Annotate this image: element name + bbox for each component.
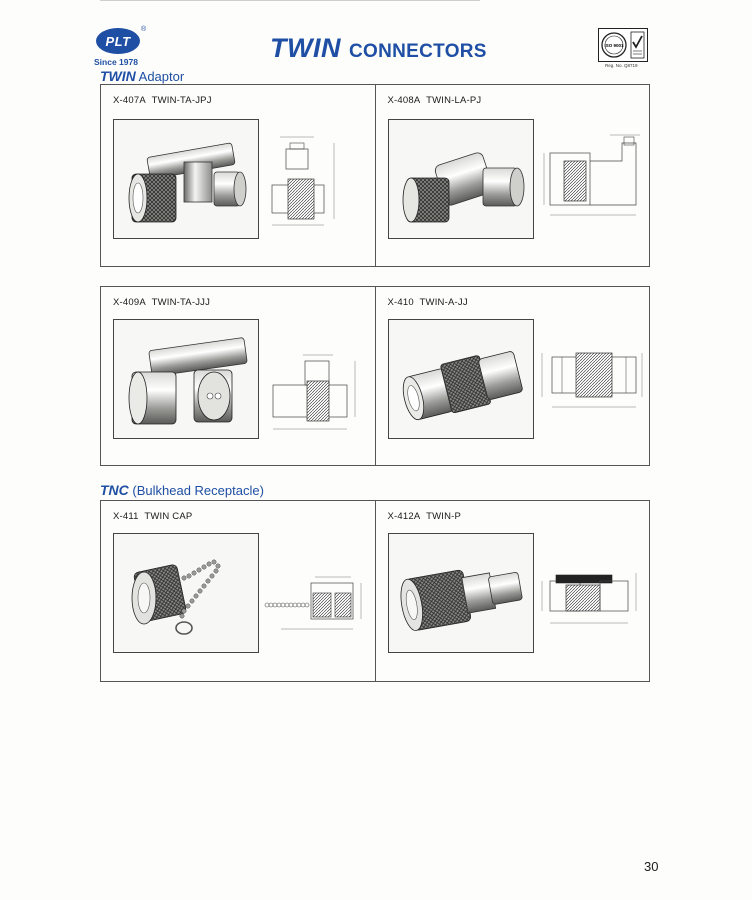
section-rest: (Bulkhead Receptacle) <box>128 483 264 498</box>
section-rest: Adaptor <box>135 69 185 84</box>
product-row-1 <box>100 84 650 267</box>
top-rule <box>100 0 480 1</box>
iso-cert-logo <box>598 28 648 62</box>
product-card-x412a <box>375 501 650 681</box>
product-row-2 <box>100 286 650 466</box>
product-photo-twin-plug <box>388 533 534 653</box>
product-row-3 <box>100 500 650 682</box>
product-label: X-408A TWIN-LA-PJ <box>387 95 482 106</box>
product-label: X-407A TWIN-TA-JPJ <box>113 95 212 106</box>
section-brand: TNC <box>100 482 129 498</box>
product-label: X-410 TWIN-A-JJ <box>387 297 468 308</box>
cert-reg-no: Reg. No. Q8719 <box>605 63 638 68</box>
registered-mark: ® <box>141 26 147 33</box>
product-label: X-409A TWIN-TA-JJJ <box>113 297 211 308</box>
dimension-drawing <box>261 573 371 635</box>
since-text: Since 1978 <box>94 57 138 67</box>
dimension-drawing <box>268 133 368 233</box>
dimension-drawing <box>536 567 646 637</box>
dimension-drawing <box>540 133 646 223</box>
dimension-drawing <box>267 351 367 441</box>
product-photo-tee-jack <box>113 319 259 439</box>
product-card-x411 <box>101 501 375 681</box>
product-label: X-411 TWIN CAP <box>113 511 193 522</box>
product-photo-jack-jack-adapter <box>388 319 534 439</box>
section-brand: TWIN <box>100 68 136 84</box>
plt-logo <box>94 26 148 70</box>
cert-text: ISO 9001 <box>604 43 624 48</box>
product-label: X-412A TWIN-P <box>387 511 462 522</box>
page-title <box>270 33 487 64</box>
section-twin-adaptor <box>100 68 184 84</box>
title-main: TWIN <box>270 33 341 63</box>
product-card-x408a <box>375 85 650 266</box>
logo-mark: PLT <box>96 28 140 54</box>
product-photo-right-angle-adapter <box>388 119 534 239</box>
page-number: 30 <box>644 859 659 874</box>
product-card-x410 <box>375 287 650 465</box>
product-card-x409a <box>101 287 375 465</box>
section-tnc-bulkhead <box>100 482 264 498</box>
title-sub: CONNECTORS <box>349 41 487 62</box>
product-card-x407a <box>101 85 375 266</box>
dimension-drawing <box>538 349 646 419</box>
product-photo-twin-cap <box>113 533 259 653</box>
product-photo-tee-adapter <box>113 119 259 239</box>
